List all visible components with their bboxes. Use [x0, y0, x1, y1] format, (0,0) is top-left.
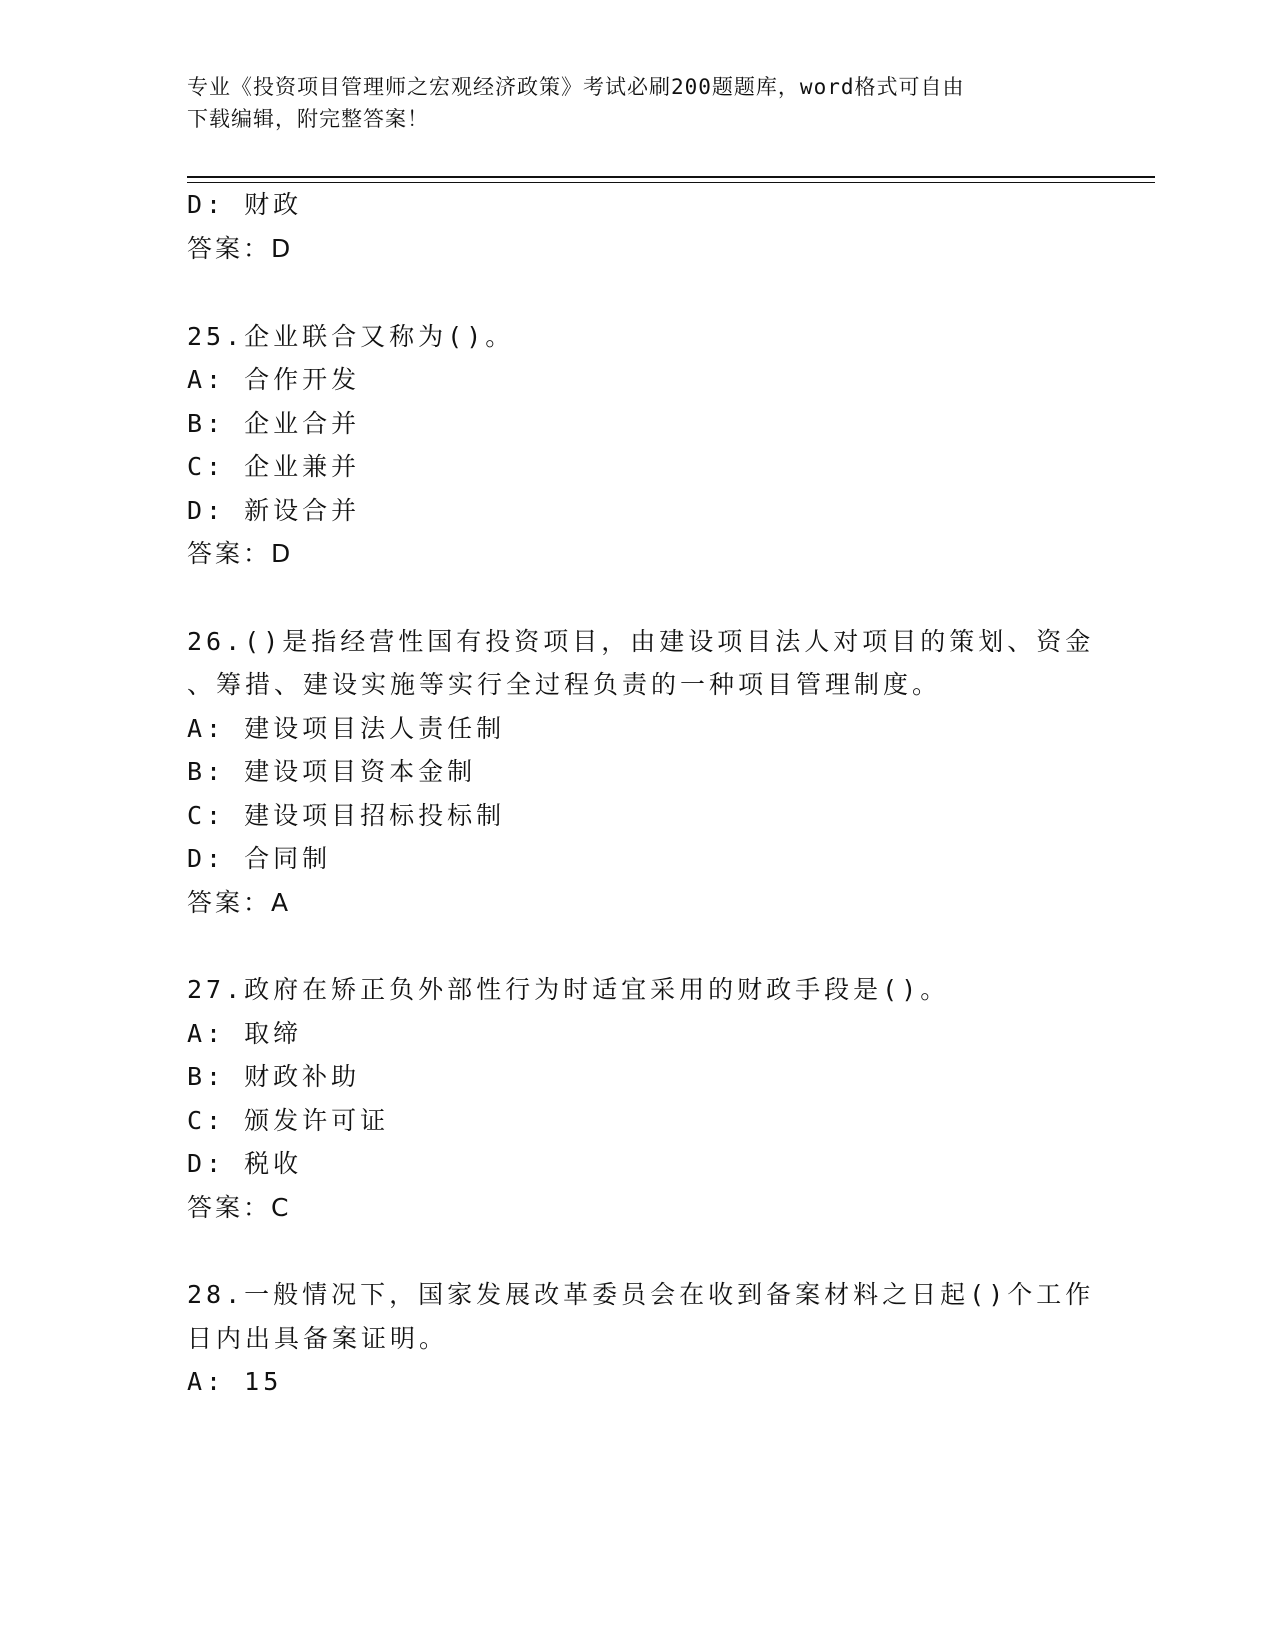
q28-option-a: A: 15: [187, 1367, 283, 1396]
q26-stem-line-2: 、筹措、建设实施等实行全过程负责的一种项目管理制度。: [187, 670, 942, 699]
header-line-1: 专业《投资项目管理师之宏观经济政策》考试必刷200题题库，word格式可自由: [187, 75, 965, 99]
q26-option-d: D: 合同制: [187, 844, 332, 873]
q28-stem-line-2: 日内出具备案证明。: [187, 1324, 449, 1353]
q25-option-c: C: 企业兼并: [187, 452, 361, 481]
q26-option-b: B: 建设项目资本金制: [187, 757, 477, 786]
prev-option-d: D: 财政: [187, 190, 303, 219]
header-rule-thin: [187, 182, 1155, 183]
prev-answer: 答案：D: [187, 234, 294, 263]
q27-option-b: B: 财政补助: [187, 1062, 361, 1091]
q27-answer: 答案：C: [187, 1193, 292, 1222]
q26-option-c: C: 建设项目招标投标制: [187, 801, 506, 830]
q27-option-d: D: 税收: [187, 1149, 303, 1178]
q27-option-a: A: 取缔: [187, 1019, 303, 1048]
q26-option-a: A: 建设项目法人责任制: [187, 714, 506, 743]
q27-option-c: C: 颁发许可证: [187, 1106, 390, 1135]
q25-option-a: A: 合作开发: [187, 365, 361, 394]
q26-stem-line-1: 26.()是指经营性国有投资项目，由建设项目法人对项目的策划、资金: [187, 627, 1095, 656]
q25-stem: 25.企业联合又称为()。: [187, 322, 515, 351]
q25-option-d: D: 新设合并: [187, 496, 361, 525]
header-rule-thick: [187, 176, 1155, 178]
q28-stem-line-1: 28.一般情况下，国家发展改革委员会在收到备案材料之日起()个工作: [187, 1280, 1095, 1309]
document-header: [187, 71, 1067, 135]
q27-stem: 27.政府在矫正负外部性行为时适宜采用的财政手段是()。: [187, 975, 950, 1004]
q25-option-b: B: 企业合并: [187, 409, 361, 438]
q26-answer: 答案：A: [187, 888, 292, 917]
q25-answer: 答案：D: [187, 539, 294, 568]
header-line-2: 下载编辑，附完整答案！: [187, 107, 429, 131]
